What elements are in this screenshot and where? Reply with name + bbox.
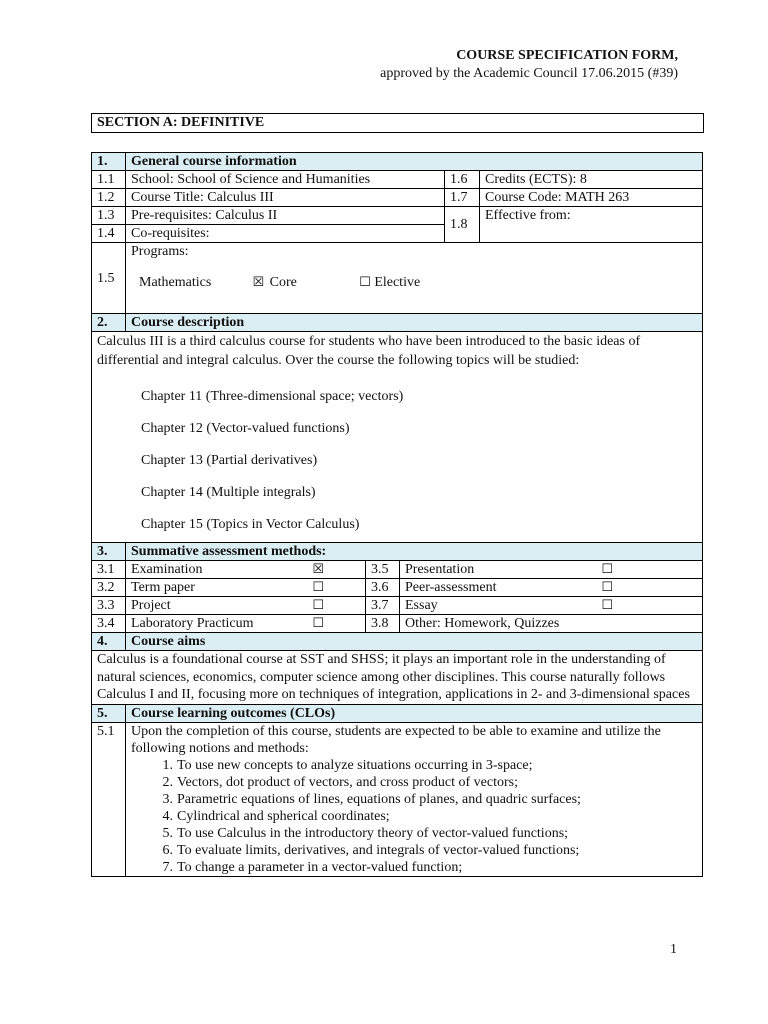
assessment-table: [91, 542, 703, 877]
row-number: 1.7: [445, 189, 480, 207]
assessment-method: [126, 597, 366, 615]
corequisites-field: Co-requisites:: [126, 225, 445, 243]
assessment-method: [400, 579, 703, 597]
assessment-method-other: Other: Homework, Quizzes: [400, 615, 703, 633]
chapter-item: Chapter 14 (Multiple integrals): [141, 485, 316, 500]
section-number: 3.: [92, 543, 126, 561]
section-heading: Summative assessment methods:: [126, 543, 703, 561]
row-number: 3.4: [92, 615, 126, 633]
clo-number: 6.: [162, 842, 173, 858]
assessment-method: [126, 561, 366, 579]
chapter-item: Chapter 15 (Topics in Vector Calculus): [141, 517, 360, 532]
row-number: 1.6: [445, 171, 480, 189]
approval-line: approved by the Academic Council 17.06.2015 (#39): [380, 66, 678, 81]
row-number: 3.7: [366, 597, 400, 615]
clo-item: [131, 825, 697, 842]
effective-from-field: Effective from:: [480, 207, 703, 243]
section-number: 5.: [92, 704, 126, 722]
clo-number: 1.: [162, 757, 173, 773]
assessment-method: [400, 561, 703, 579]
method-checkbox[interactable]: ☐: [312, 616, 324, 631]
row-number: 3.5: [366, 561, 400, 579]
section-heading: Course aims: [126, 633, 703, 651]
method-label: Laboratory Practicum: [131, 616, 254, 631]
clo-text: To evaluate limits, derivatives, and integrals of vector-valued functions;: [177, 842, 580, 858]
row-number: 1.3: [92, 207, 126, 225]
clo-text: To change a parameter in a vector-valued function;: [177, 859, 463, 875]
chapter-item: Chapter 11 (Three-dimensional space; vectors): [141, 389, 404, 404]
aims-text: Calculus is a foundational course at SST and SHSS; it plays an important role in the understanding of natural sciences, economics, computer science among other disciplines. This course naturally follows Calculus I and II, focusing more on techniques of integration, applications in 2- and 3-dimensional spaces: [92, 651, 703, 705]
description-cell: [92, 332, 703, 546]
clo-number: 5.: [162, 825, 173, 841]
clo-item: [131, 859, 697, 876]
programs-cell: [126, 243, 703, 314]
section-heading: Course description: [126, 314, 703, 332]
program-name: Mathematics: [139, 275, 212, 290]
section-heading: Course learning outcomes (CLOs): [126, 704, 703, 722]
clo-text: To use new concepts to analyze situations occurring in 3-space;: [177, 757, 533, 773]
assessment-method: [400, 597, 703, 615]
method-checkbox[interactable]: ☐: [601, 580, 613, 595]
row-number: 1.1: [92, 171, 126, 189]
page-number: 1: [670, 942, 677, 957]
clo-number: 3.: [162, 791, 173, 807]
method-label: Term paper: [131, 580, 195, 595]
method-label: Peer-assessment: [405, 580, 497, 595]
section-number: 1.: [92, 153, 126, 171]
row-number: 1.2: [92, 189, 126, 207]
school-field: School: School of Science and Humanities: [126, 171, 445, 189]
general-info-table: [91, 152, 703, 546]
elective-label: Elective: [374, 275, 421, 290]
clo-item: [131, 808, 697, 825]
row-number: 5.1: [92, 722, 126, 876]
row-number: 1.8: [445, 207, 480, 243]
clo-item: [131, 774, 697, 791]
credits-field: Credits (ECTS): 8: [480, 171, 703, 189]
prerequisites-field: Pre-requisites: Calculus II: [126, 207, 445, 225]
clo-intro: Upon the completion of this course, students are expected to be able to examine and utilize the following notions and methods:: [131, 723, 661, 756]
method-checkbox[interactable]: ☐: [601, 598, 613, 613]
method-label: Essay: [405, 598, 438, 613]
clo-list: [131, 757, 697, 876]
method-label: Examination: [131, 562, 203, 577]
clo-item: [131, 791, 697, 808]
clo-number: 7.: [162, 859, 173, 875]
assessment-method: [126, 615, 366, 633]
row-number: 3.2: [92, 579, 126, 597]
clo-text: Cylindrical and spherical coordinates;: [177, 808, 390, 824]
chapter-item: Chapter 12 (Vector-valued functions): [141, 421, 350, 436]
chapter-item: Chapter 13 (Partial derivatives): [141, 453, 318, 468]
method-label: Project: [131, 598, 171, 613]
section-heading: General course information: [126, 153, 703, 171]
row-number: 3.1: [92, 561, 126, 579]
program-row: [131, 274, 697, 291]
programs-label: Programs:: [131, 244, 189, 259]
method-label: Presentation: [405, 562, 475, 577]
method-checkbox[interactable]: ☐: [601, 562, 613, 577]
method-checkbox[interactable]: ☐: [312, 580, 324, 595]
row-number: 3.6: [366, 579, 400, 597]
row-number: 1.4: [92, 225, 126, 243]
core-checkbox[interactable]: ☒: [252, 275, 265, 290]
clo-text: To use Calculus in the introductory theory of vector-valued functions;: [177, 825, 569, 841]
section-number: 4.: [92, 633, 126, 651]
row-number: 3.8: [366, 615, 400, 633]
clo-item: [131, 842, 697, 859]
row-number: 1.5: [92, 243, 126, 314]
clo-text: Parametric equations of lines, equations of planes, and quadric surfaces;: [177, 791, 581, 807]
clo-item: [131, 757, 697, 774]
clo-number: 4.: [162, 808, 173, 824]
method-checkbox[interactable]: ☒: [312, 562, 324, 577]
section-a-heading: SECTION A: DEFINITIVE: [91, 113, 704, 133]
course-code-field: Course Code: MATH 263: [480, 189, 703, 207]
elective-checkbox[interactable]: ☐: [359, 275, 371, 290]
method-checkbox[interactable]: ☐: [312, 598, 324, 613]
clo-text: Vectors, dot product of vectors, and cross product of vectors;: [177, 774, 518, 790]
row-number: 3.3: [92, 597, 126, 615]
section-number: 2.: [92, 314, 126, 332]
core-label: Core: [269, 275, 297, 290]
description-text: Calculus III is a third calculus course for students who have been introduced to the basic ideas of differential and integral calculus. Over the course the following topics will be studied:: [97, 334, 641, 368]
clo-cell: [126, 722, 703, 876]
clo-number: 2.: [162, 774, 173, 790]
course-title-field: Course Title: Calculus III: [126, 189, 445, 207]
assessment-method: [126, 579, 366, 597]
form-title: COURSE SPECIFICATION FORM,: [456, 48, 678, 63]
